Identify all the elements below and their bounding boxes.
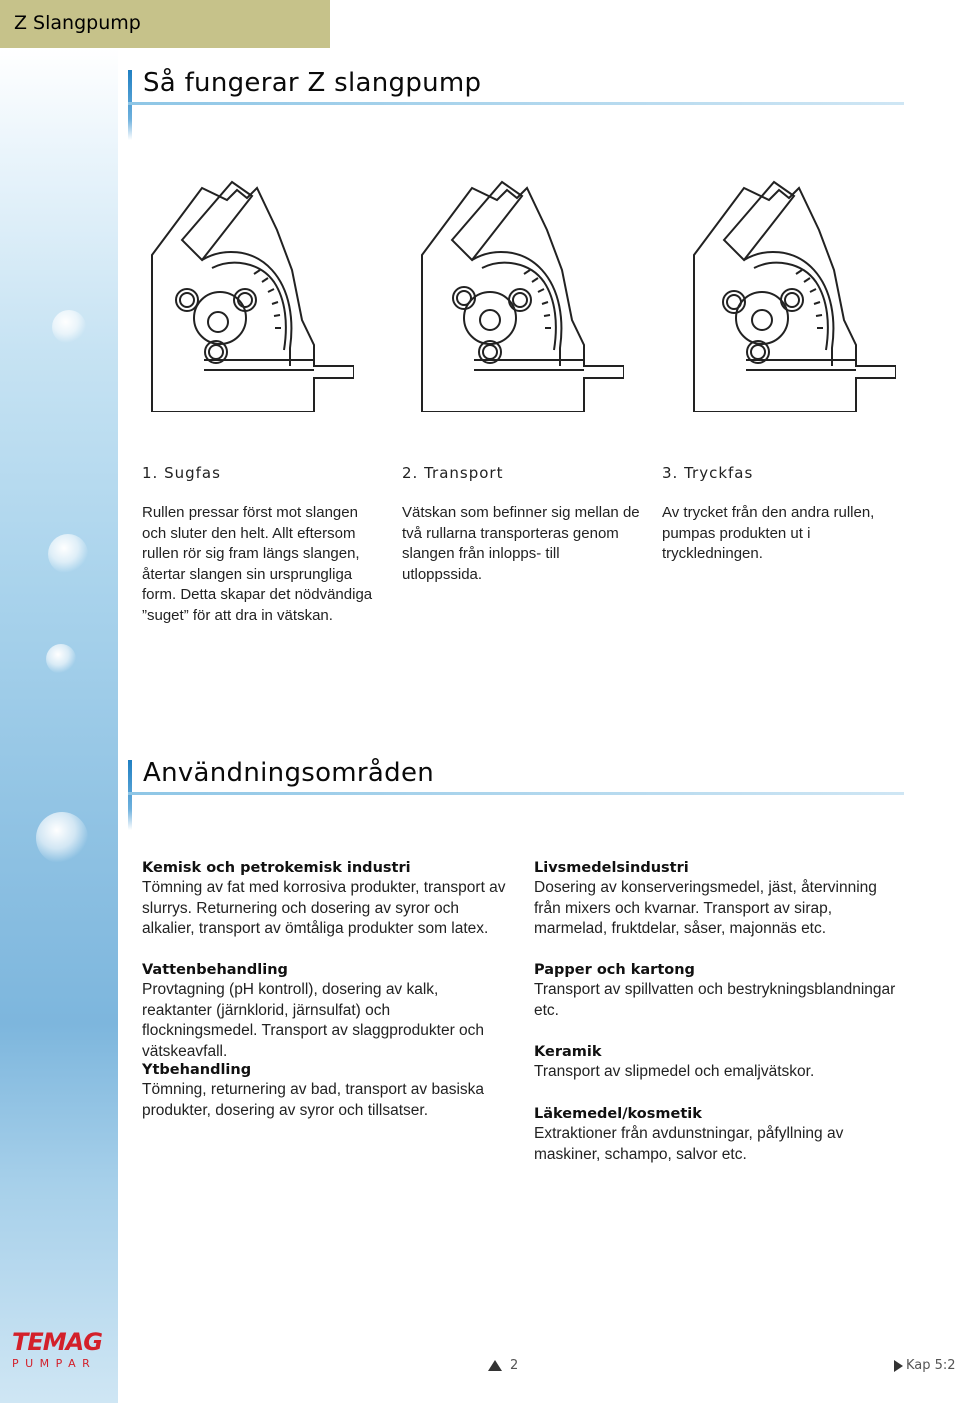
chapter-text: Kap 5:2 (906, 1358, 956, 1373)
application-heading: Keramik (534, 1044, 602, 1060)
water-drop (36, 812, 88, 864)
pump-diagram-suction (142, 170, 354, 412)
application-text: Transport av spillvatten och bestrykningsblandningar etc. (534, 981, 896, 1019)
chapter-reference (894, 1358, 956, 1373)
step-1-text: Rullen pressar först mot slangen och sluter den helt. Allt eftersom rullen rör sig fram längs slangen, återtar slangen sin ursprungliga form. Detta skapar det nödvändiga ”suget” för att dra in vätskan. (142, 504, 373, 624)
application-text: Tömning, returnering av bad, transport av basiska produkter, dosering av syror och tillsatser. (142, 1081, 485, 1119)
application-text: Tömning av fat med korrosiva produkter, transport av slurrys. Returnering och dosering av syror och alkalier, transport av ömtåliga produkter som latex. (142, 879, 506, 937)
water-drop (46, 644, 76, 674)
step-2-text: Vätskan som befinner sig mellan de två rullarna transporteras genom slangen från inlopps- till utloppssida. (402, 504, 640, 583)
application-heading: Ytbehandling (142, 1062, 252, 1078)
step-2-title: 2. Transport (402, 464, 504, 482)
header-bar (0, 0, 330, 48)
section-title-applications: Användningsområden (143, 758, 435, 788)
application-item (142, 1062, 508, 1121)
application-item (142, 860, 508, 940)
triangle-up-icon (488, 1360, 502, 1371)
water-drop (48, 534, 88, 574)
application-heading: Livsmedelsindustri (534, 860, 689, 876)
page-number-text: 2 (510, 1358, 519, 1373)
application-item (534, 962, 900, 1021)
triangle-right-icon (894, 1360, 903, 1372)
header-title: Z Slangpump (14, 12, 141, 34)
title-rule (128, 792, 904, 795)
title-accent-bar (128, 70, 132, 140)
pump-diagram-pressure (684, 170, 896, 412)
step-3-title: 3. Tryckfas (662, 464, 754, 482)
temag-logo (12, 1328, 110, 1374)
logo-word: TEMAG (12, 1328, 102, 1356)
title-accent-bar (128, 760, 132, 830)
title-rule (128, 102, 904, 105)
step-1-title: 1. Sugfas (142, 464, 221, 482)
application-heading: Läkemedel/kosmetik (534, 1106, 702, 1122)
application-item (534, 1106, 900, 1165)
water-background-strip (0, 48, 118, 1403)
application-text: Dosering av konserveringsmedel, jäst, återvinning från mixers och kvarnar. Transport av sirap, marmelad, fruktdelar, såser, majonnäs etc. (534, 879, 877, 937)
logo-subtitle: PUMPAR (12, 1357, 97, 1370)
section-title-how-it-works: Så fungerar Z slangpump (143, 68, 482, 98)
application-item (534, 1044, 900, 1083)
step-3-text: Av trycket från den andra rullen, pumpas produkten ut i tryckledningen. (662, 504, 875, 562)
page-number (488, 1358, 518, 1373)
application-item (142, 962, 508, 1062)
application-item (534, 860, 900, 940)
application-heading: Vattenbehandling (142, 962, 288, 978)
pump-diagram-transport (412, 170, 624, 412)
application-text: Provtagning (pH kontroll), dosering av kalk, reaktanter (järnklorid, järnsulfat) och flockningsmedel. Transport av slaggprodukter och vätskeavfall. (142, 981, 485, 1060)
application-heading: Papper och kartong (534, 962, 695, 978)
application-text: Transport av slipmedel och emaljvätskor. (534, 1063, 815, 1080)
water-drop (52, 310, 86, 344)
application-heading: Kemisk och petrokemisk industri (142, 860, 411, 876)
application-text: Extraktioner från avdunstningar, påfyllning av maskiner, schampo, salvor etc. (534, 1125, 844, 1163)
